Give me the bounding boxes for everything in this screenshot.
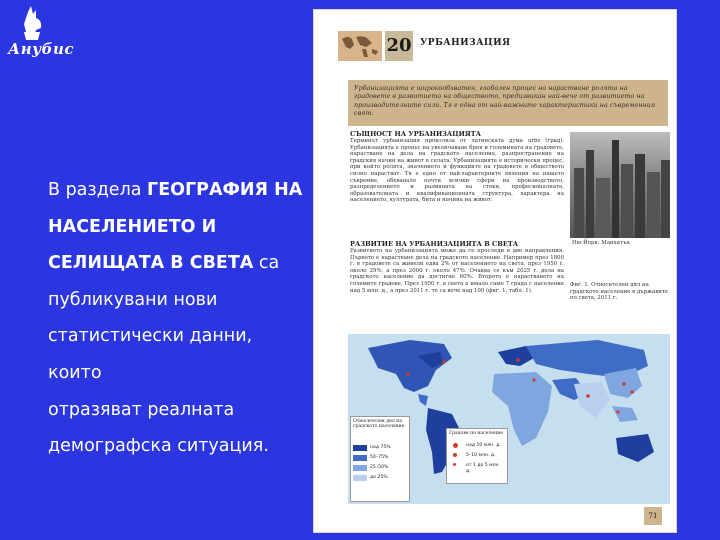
text-line7: демографска ситуация. — [48, 436, 269, 457]
page-number: 71 — [644, 507, 662, 525]
intro-text: Урбанизацията е широкообхватен, глобален процес на нарастване ролята на градовете в развитието на обществото, предизвикан най-вече от развитието на производителните сили. Тя е една от най-важните характеристики на съвременния свят. — [354, 84, 656, 118]
section2-title: РАЗВИТИЕ НА УРБАНИЗАЦИЯТА В СВЕТА — [350, 240, 519, 248]
text-bold1: ГЕОГРАФИЯ НА — [147, 180, 303, 200]
building — [661, 160, 670, 238]
city-legend-title: Градове по население — [449, 431, 503, 436]
building — [612, 140, 619, 238]
legend-swatch — [353, 445, 367, 451]
text-line4: публикувани нови — [48, 289, 218, 310]
building — [586, 150, 594, 238]
legend-swatch — [353, 455, 367, 461]
manhattan-photo — [570, 132, 670, 238]
book-page-image — [314, 10, 676, 532]
legend-label: 25–50% — [370, 465, 389, 470]
city-legend-label: над 10 млн. д. — [466, 443, 501, 448]
intro-box — [348, 80, 668, 126]
text-part2: са — [253, 253, 280, 274]
photo-caption: Ню Йорк, Манхатън — [572, 240, 630, 246]
chapter-number: 20 — [385, 31, 413, 61]
building — [647, 172, 660, 238]
text-line6: отразяват реалната — [48, 399, 235, 420]
city-dot-icon — [453, 463, 456, 466]
city-legend-label: 5–10 млн. д. — [466, 453, 496, 458]
figure-caption: Фиг. 1. Относителен дял на градското население в държавите по света, 2011 г. — [570, 282, 669, 302]
description-text — [48, 172, 308, 465]
building — [635, 154, 645, 238]
legend-label: до 25% — [370, 475, 388, 480]
section2-text: Развитието на урбанизацията може да се проследи в две направления. Първото е нарастване дела на градското население. Например през 1800 г. в градовете са живели едва 2% от населението на света, през 1950 г. около 29%, а през 2000 г. около 47%. Очаква се към 2025 г. дела на градското население да достигне 60%. Второто е нарастването на големите градове. През 1950 г. в света е имало само 7 града с население над 5 млн. д., а през 2011 г. те са вече над 100 (фиг. 1, табл. 1). — [350, 248, 564, 294]
legend-row — [353, 455, 409, 463]
legend-label: 50–75% — [370, 455, 389, 460]
city-legend-label: от 1 до 5 млн. д. — [466, 463, 501, 474]
text-bold3: СЕЛИЩАТА В СВЕТА — [48, 253, 254, 274]
city-dot-icon — [453, 443, 458, 448]
text-line5: статистически данни, които — [48, 326, 253, 383]
legend-swatch — [353, 465, 367, 471]
section1-text: Терминът урбанизация произлиза от латинската дума urbs (град). Урбанизацията е процес на увеличаване броя и големината на градовете, нарастване на дела на градското население, разпространение на градския начин на живот в селата. Урбанизацията е исторически процес, при който ролята, значението и функциите на градовете в обществото силно нарастват. Тя е едно от най-характерните явления на нашето съвремие, обхванало почти всички сфери на производството, разпределението и размяната на стоки, професионалната, образователната и квалификационната структура, характера на населението, културата, бита и начина на живот. — [350, 138, 564, 204]
map-legend — [350, 416, 410, 502]
building — [621, 164, 633, 238]
legend-swatch — [353, 475, 367, 481]
legend-row — [353, 475, 409, 483]
building — [574, 168, 584, 238]
text-part1: В раздела — [48, 180, 148, 200]
header-world-map-icon — [338, 31, 382, 61]
text-bold2: НАСЕЛЕНИЕТО И — [48, 216, 217, 237]
logo-text: Анубис — [8, 40, 74, 58]
legend-row — [353, 465, 409, 473]
chapter-title: УРБАНИЗАЦИЯ — [420, 38, 511, 48]
city-legend-row — [449, 453, 505, 461]
legend-label: над 75% — [370, 445, 391, 450]
legend-title: Относителен дял на градското население — [353, 419, 405, 430]
city-dot-icon — [453, 453, 457, 457]
section1-title: СЪЩНОСТ НА УРБАНИЗАЦИЯТА — [350, 130, 481, 138]
legend-row — [353, 445, 409, 453]
building — [596, 178, 610, 238]
city-legend — [446, 428, 508, 484]
city-legend-row — [449, 463, 505, 474]
city-legend-row — [449, 443, 505, 451]
